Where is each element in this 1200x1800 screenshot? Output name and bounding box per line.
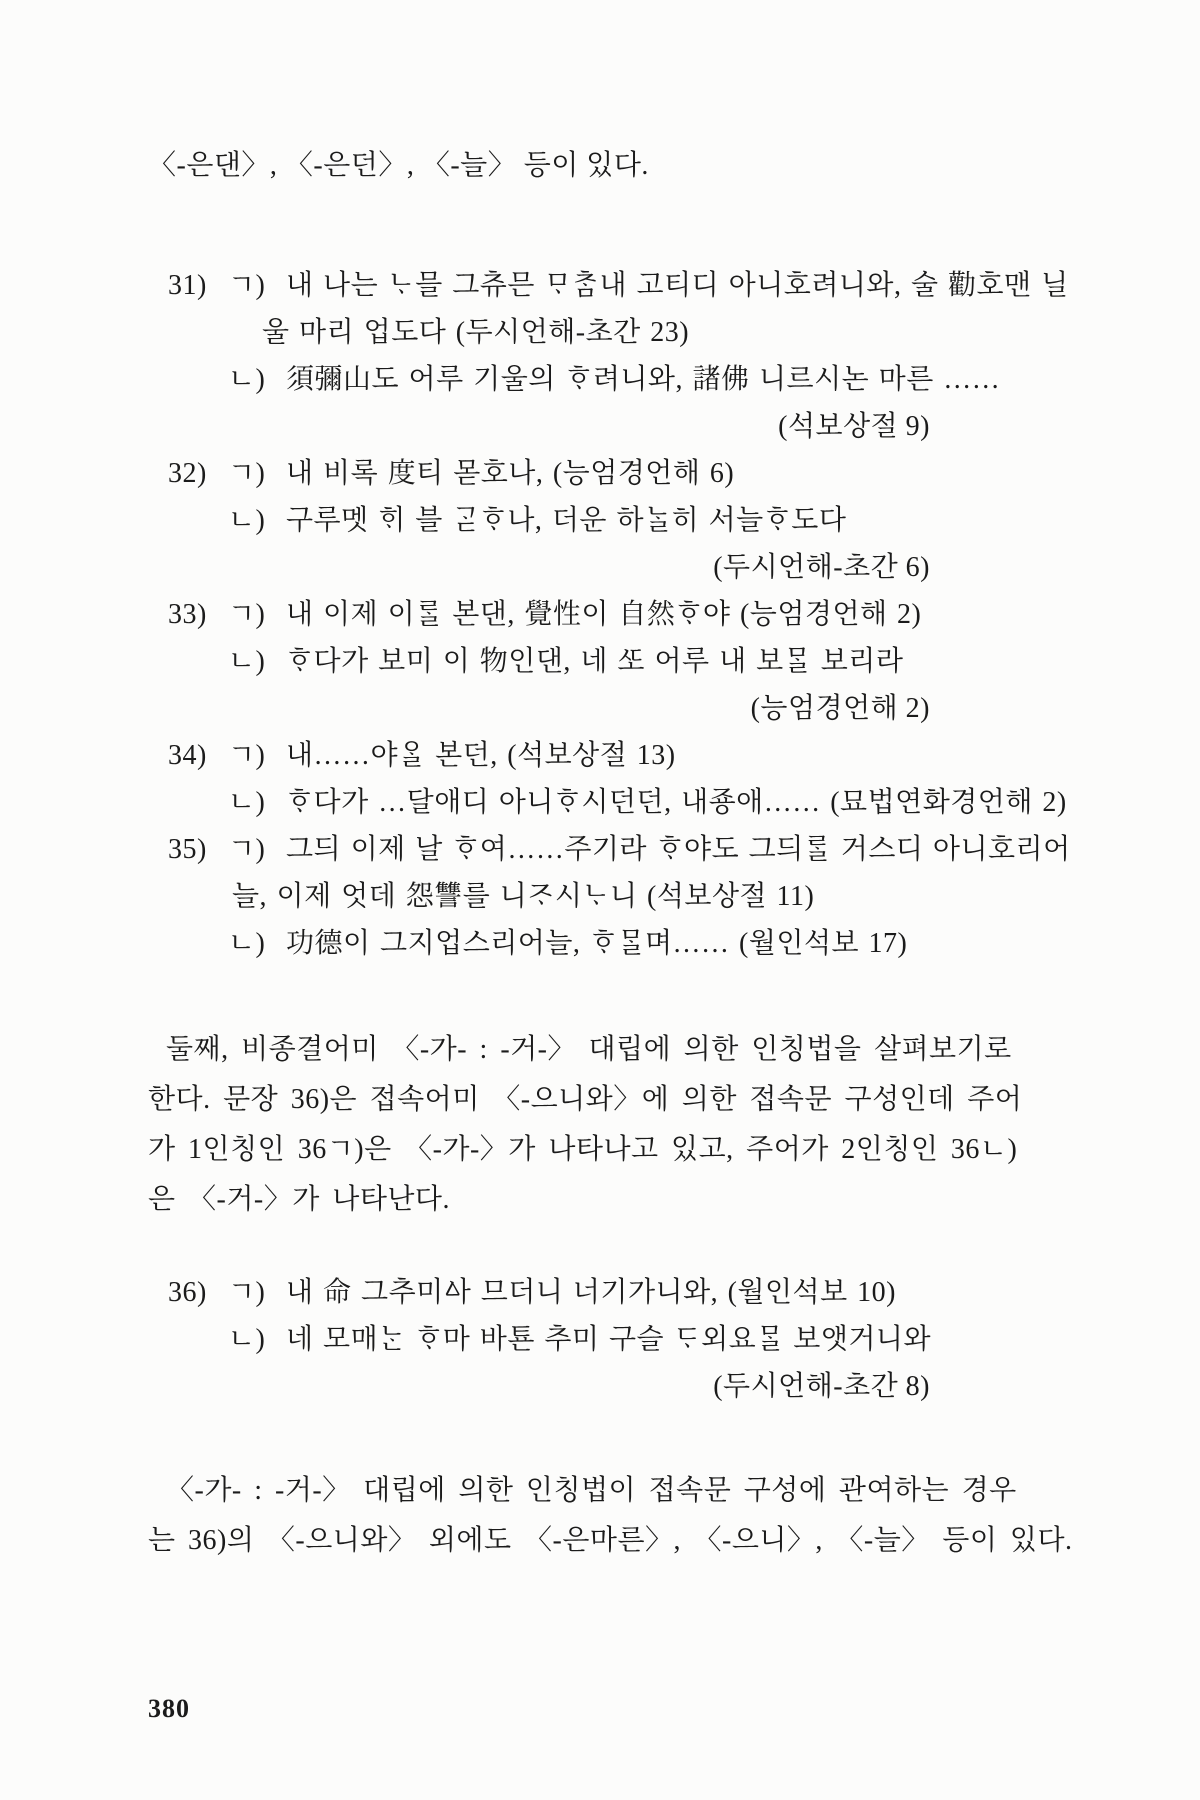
item-label: ㄴ) <box>228 1324 266 1355</box>
citation: (두시언해-초간 6) <box>713 552 930 583</box>
example-row <box>148 497 1065 544</box>
number-spacer <box>148 356 228 403</box>
example-row <box>148 638 1065 685</box>
paragraph-line: 둘째, 비종결어미 〈-가- : -거-〉 대립에 의한 인칭법을 살펴보기로 <box>166 1034 1012 1065</box>
example-row <box>148 826 1071 873</box>
item-label: ㄴ) <box>228 364 266 395</box>
page-number: 380 <box>148 1694 190 1723</box>
text-column <box>0 148 1200 1724</box>
example-row <box>148 1269 1065 1316</box>
item-text: 須彌山도 어루 기울의 ᄒᆞ려니와, 諸佛 니르시논 마른 …… <box>286 364 1001 395</box>
item-label: ㄴ) <box>228 646 266 677</box>
citation: (두시언해-초간 8) <box>713 1371 930 1402</box>
item-text: 내 나는 ᄂᆞ믈 그츄믄 ᄆᆞᄎᆞᆷ내 고티디 아니호려니와, 술 勸호맨 닐 <box>286 270 1069 301</box>
example-number: 34) <box>168 740 207 771</box>
citation: (석보상절 9) <box>778 411 930 442</box>
item-text: 내 이제 이ᄅᆞᆯ 본댄, 覺性이 自然ᄒᆞ야 (능엄경언해 2) <box>286 599 922 630</box>
intro-line: 〈-은댄〉, 〈-은던〉, 〈-늘〉 등이 있다. <box>148 150 649 181</box>
number-spacer <box>148 1316 228 1363</box>
item-text: 功德이 그지업스리어늘, ᄒᆞᄆᆞᆯ며…… (월인석보 17) <box>286 928 908 959</box>
item-text: ᄒᆞ다가 …달애디 아니ᄒᆞ시던던, 내죵애…… (묘법연화경언해 2) <box>286 787 1067 818</box>
example-number: 32) <box>168 458 207 489</box>
example-row <box>148 591 1065 638</box>
item-text: 내 命 그추미ᅀᅡ 므더니 너기가니와, (월인석보 10) <box>286 1277 896 1308</box>
item-text: 네 모매ᄂᆞᆫ ᄒᆞ마 바툔 추미 구슬 ᄃᆞ외요ᄆᆞᆯ 보앳거니와 <box>286 1324 932 1355</box>
continuation-text: 늘, 이제 엇데 怨讐를 니ᄌᆞ시ᄂᆞ니 (석보상절 11) <box>232 881 815 912</box>
example-row <box>148 450 1065 497</box>
item-text: 구루멧 ᄒᆡ 블 ᄀᆞᆮᄒᆞ나, 더운 하ᄂᆞᆯ히 서늘ᄒᆞ도다 <box>286 505 847 536</box>
number-spacer <box>148 920 228 967</box>
paragraph-line: 는 36)의 〈-으니와〉 외에도 〈-은마른〉, 〈-으니〉, 〈-늘〉 등이 있다. <box>148 1525 1073 1556</box>
example-row <box>148 1316 1065 1363</box>
item-label: ㄱ) <box>228 740 266 771</box>
item-label: ㄴ) <box>228 928 266 959</box>
number-spacer <box>148 497 228 544</box>
item-label: ㄴ) <box>228 787 266 818</box>
item-text: 그듸 이제 날 ᄒᆞ여……주기라 ᄒᆞ야도 그듸ᄅᆞᆯ 거스디 아니호리어 <box>286 834 1071 865</box>
item-label: ㄱ) <box>228 599 266 630</box>
continuation-text: 울 마리 업도다 (두시언해-초간 23) <box>262 317 690 348</box>
paragraph-line: 은 〈-거-〉가 나타난다. <box>148 1184 450 1215</box>
item-label: ㄱ) <box>228 834 266 865</box>
item-text: 내……야ᄋᆞᆯ 본던, (석보상절 13) <box>286 740 676 771</box>
example-row <box>148 262 1069 309</box>
paragraph-line: 〈-가- : -거-〉 대립에 의한 인칭법이 접속문 구성에 관여하는 경우 <box>166 1475 1017 1506</box>
example-number: 36) <box>168 1277 207 1308</box>
example-number: 33) <box>168 599 207 630</box>
example-row <box>148 779 1065 826</box>
citation: (능엄경언해 2) <box>750 693 930 724</box>
paragraph-line: 한다. 문장 36)은 접속어미 〈-으니와〉에 의한 접속문 구성인데 주어 <box>148 1084 1023 1115</box>
example-number: 35) <box>168 834 207 865</box>
paragraph-line: 가 1인칭인 36ㄱ)은 〈-가-〉가 나타나고 있고, 주어가 2인칭인 36ㄴ) <box>148 1134 1018 1165</box>
example-row <box>148 920 1065 967</box>
item-text: ᄒᆞ다가 보미 이 物인댄, 네 ᄯᅩ 어루 내 보ᄆᆞᆯ 보리라 <box>286 646 904 677</box>
example-group-31-35 <box>148 262 1071 967</box>
body-paragraph-2 <box>148 1466 1073 1566</box>
item-label: ㄱ) <box>228 458 266 489</box>
number-spacer <box>148 779 228 826</box>
item-label: ㄴ) <box>228 505 266 536</box>
item-text: 내 비록 度티 몯호나, (능엄경언해 6) <box>286 458 735 489</box>
example-row <box>148 356 1065 403</box>
example-number: 31) <box>168 270 207 301</box>
example-group-36 <box>148 1269 1065 1410</box>
number-spacer <box>148 638 228 685</box>
body-paragraph-1 <box>148 1025 1065 1225</box>
item-label: ㄱ) <box>228 1277 266 1308</box>
item-label: ㄱ) <box>228 270 266 301</box>
example-row <box>148 732 1065 779</box>
